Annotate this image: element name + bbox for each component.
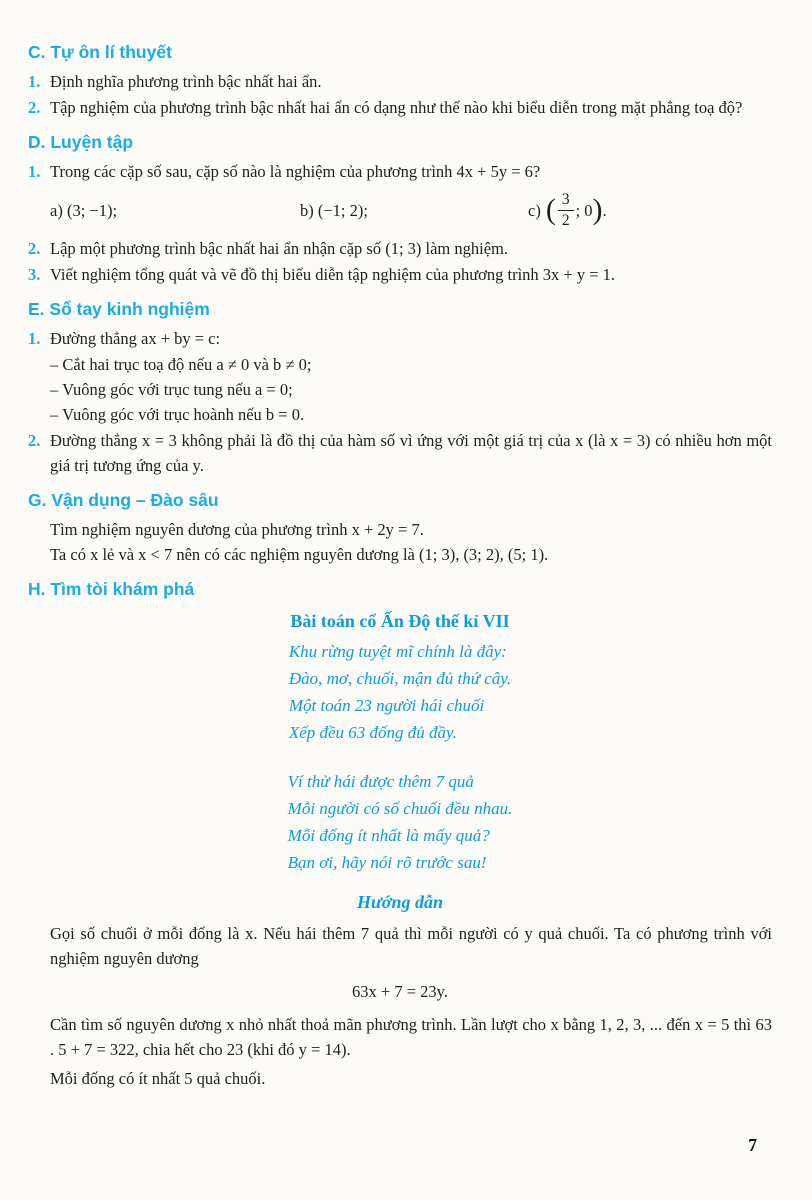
section-g-heading: G. Vận dụng – Đào sâu bbox=[28, 490, 219, 510]
equation: 63x + 7 = 23y. bbox=[352, 982, 448, 1001]
section-h-heading: H. Tìm tòi khám phá bbox=[28, 579, 195, 599]
poem-stanza-2 bbox=[288, 768, 513, 876]
section-c-heading: C. Tự ôn lí thuyết bbox=[28, 42, 172, 62]
item-number: 3. bbox=[28, 265, 41, 284]
list-item bbox=[28, 69, 772, 94]
list-item bbox=[28, 262, 772, 287]
open-paren: ( bbox=[545, 193, 556, 226]
body-line: Tìm nghiệm nguyên dương của phương trình x + 2y = 7. bbox=[50, 520, 424, 539]
poem-line: Khu rừng tuyệt mĩ chính là đây: bbox=[288, 642, 507, 661]
poem-line: Bạn ơi, hãy nói rõ trước sau! bbox=[287, 853, 487, 872]
option-c-period: . bbox=[602, 200, 607, 220]
item-number: 2. bbox=[28, 98, 41, 117]
dash-bullet: – Vuông góc với trục tung nếu a = 0; bbox=[50, 380, 293, 399]
dash-bullet: – Cắt hai trục toạ độ nếu a ≠ 0 và b ≠ 0; bbox=[50, 355, 312, 374]
poem-stanza-1 bbox=[289, 638, 511, 746]
list-item bbox=[28, 428, 772, 478]
close-paren: ) bbox=[592, 193, 603, 226]
page-number: 7 bbox=[748, 1135, 757, 1155]
item-number: 2. bbox=[28, 431, 41, 450]
poem-line: Ví thử hái được thêm 7 quả bbox=[287, 772, 474, 791]
list-item bbox=[28, 159, 772, 184]
item-text: Đường thẳng ax + by = c: bbox=[50, 329, 221, 348]
list-item bbox=[28, 95, 772, 120]
item-number: 1. bbox=[28, 329, 41, 348]
item-text: Tập nghiệm của phương trình bậc nhất hai ẩn có dạng như thế nào khi biểu diễn trong mặt phẳng toạ độ? bbox=[50, 98, 743, 117]
item-number: 2. bbox=[28, 239, 41, 258]
poem-line: Một toán 23 người hái chuối bbox=[288, 696, 485, 715]
option-b: b) (−1; 2); bbox=[300, 200, 368, 220]
guide-paragraph: Cần tìm số nguyên dương x nhỏ nhất thoả mãn phương trình. Lần lượt cho x bằng 1, 2, 3, ... đến x = 5 thì 63 . 5 + 7 = 322, chia hết cho 23 (khi đó y = 14). bbox=[50, 1015, 772, 1059]
section-d-heading: D. Luyện tập bbox=[28, 132, 134, 152]
item-text: Đường thẳng x = 3 không phải là đồ thị của hàm số vì ứng với một giá trị của x (là x = 3) có nhiều hơn một giá trị tương ứng của y. bbox=[50, 431, 772, 475]
list-item bbox=[28, 326, 772, 351]
guide-conclusion: Mỗi đống có ít nhất 5 quả chuối. bbox=[50, 1069, 266, 1088]
answer-options-row bbox=[50, 190, 772, 230]
poem-line: Xếp đều 63 đống đủ đầy. bbox=[288, 723, 457, 742]
item-text: Định nghĩa phương trình bậc nhất hai ẩn. bbox=[50, 72, 322, 91]
fraction bbox=[558, 191, 574, 230]
item-text: Lập một phương trình bậc nhất hai ẩn nhận cặp số (1; 3) làm nghiệm. bbox=[50, 239, 509, 258]
option-c-prefix: c) bbox=[528, 200, 541, 220]
poem-line: Mỗi người có số chuối đều nhau. bbox=[287, 799, 513, 818]
item-number: 1. bbox=[28, 162, 41, 181]
item-number: 1. bbox=[28, 72, 41, 91]
list-item bbox=[28, 236, 772, 261]
fraction-numerator: 3 bbox=[558, 191, 574, 211]
guide-paragraph: Gọi số chuối ở mỗi đống là x. Nếu hái thêm 7 quả thì mỗi người có y quả chuối. Ta có phương trình với nghiệm nguyên dương bbox=[50, 924, 772, 968]
body-line: Ta có x lẻ và x < 7 nên có các nghiệm nguyên dương là (1; 3), (3; 2), (5; 1). bbox=[50, 545, 549, 564]
option-c bbox=[528, 191, 772, 230]
poem-line: Mỗi đống ít nhất là mấy quả? bbox=[287, 826, 490, 845]
fraction-denominator: 2 bbox=[561, 211, 570, 229]
section-e-heading: E. Sổ tay kinh nghiệm bbox=[28, 299, 210, 319]
item-text: Trong các cặp số sau, cặp số nào là nghiệm của phương trình 4x + 5y = 6? bbox=[50, 162, 541, 181]
option-c-rest: ; 0 bbox=[575, 200, 593, 220]
poem-title: Bài toán cổ Ấn Độ thế kỉ VII bbox=[290, 611, 510, 631]
dash-bullet: – Vuông góc với trục hoành nếu b = 0. bbox=[50, 405, 305, 424]
item-text: Viết nghiệm tổng quát và vẽ đồ thị biểu diễn tập nghiệm của phương trình 3x + y = 1. bbox=[50, 265, 616, 284]
poem-line: Đào, mơ, chuối, mận đủ thứ cây. bbox=[288, 669, 512, 688]
guide-heading: Hướng dẫn bbox=[357, 892, 443, 912]
option-a: a) (3; −1); bbox=[50, 200, 118, 220]
